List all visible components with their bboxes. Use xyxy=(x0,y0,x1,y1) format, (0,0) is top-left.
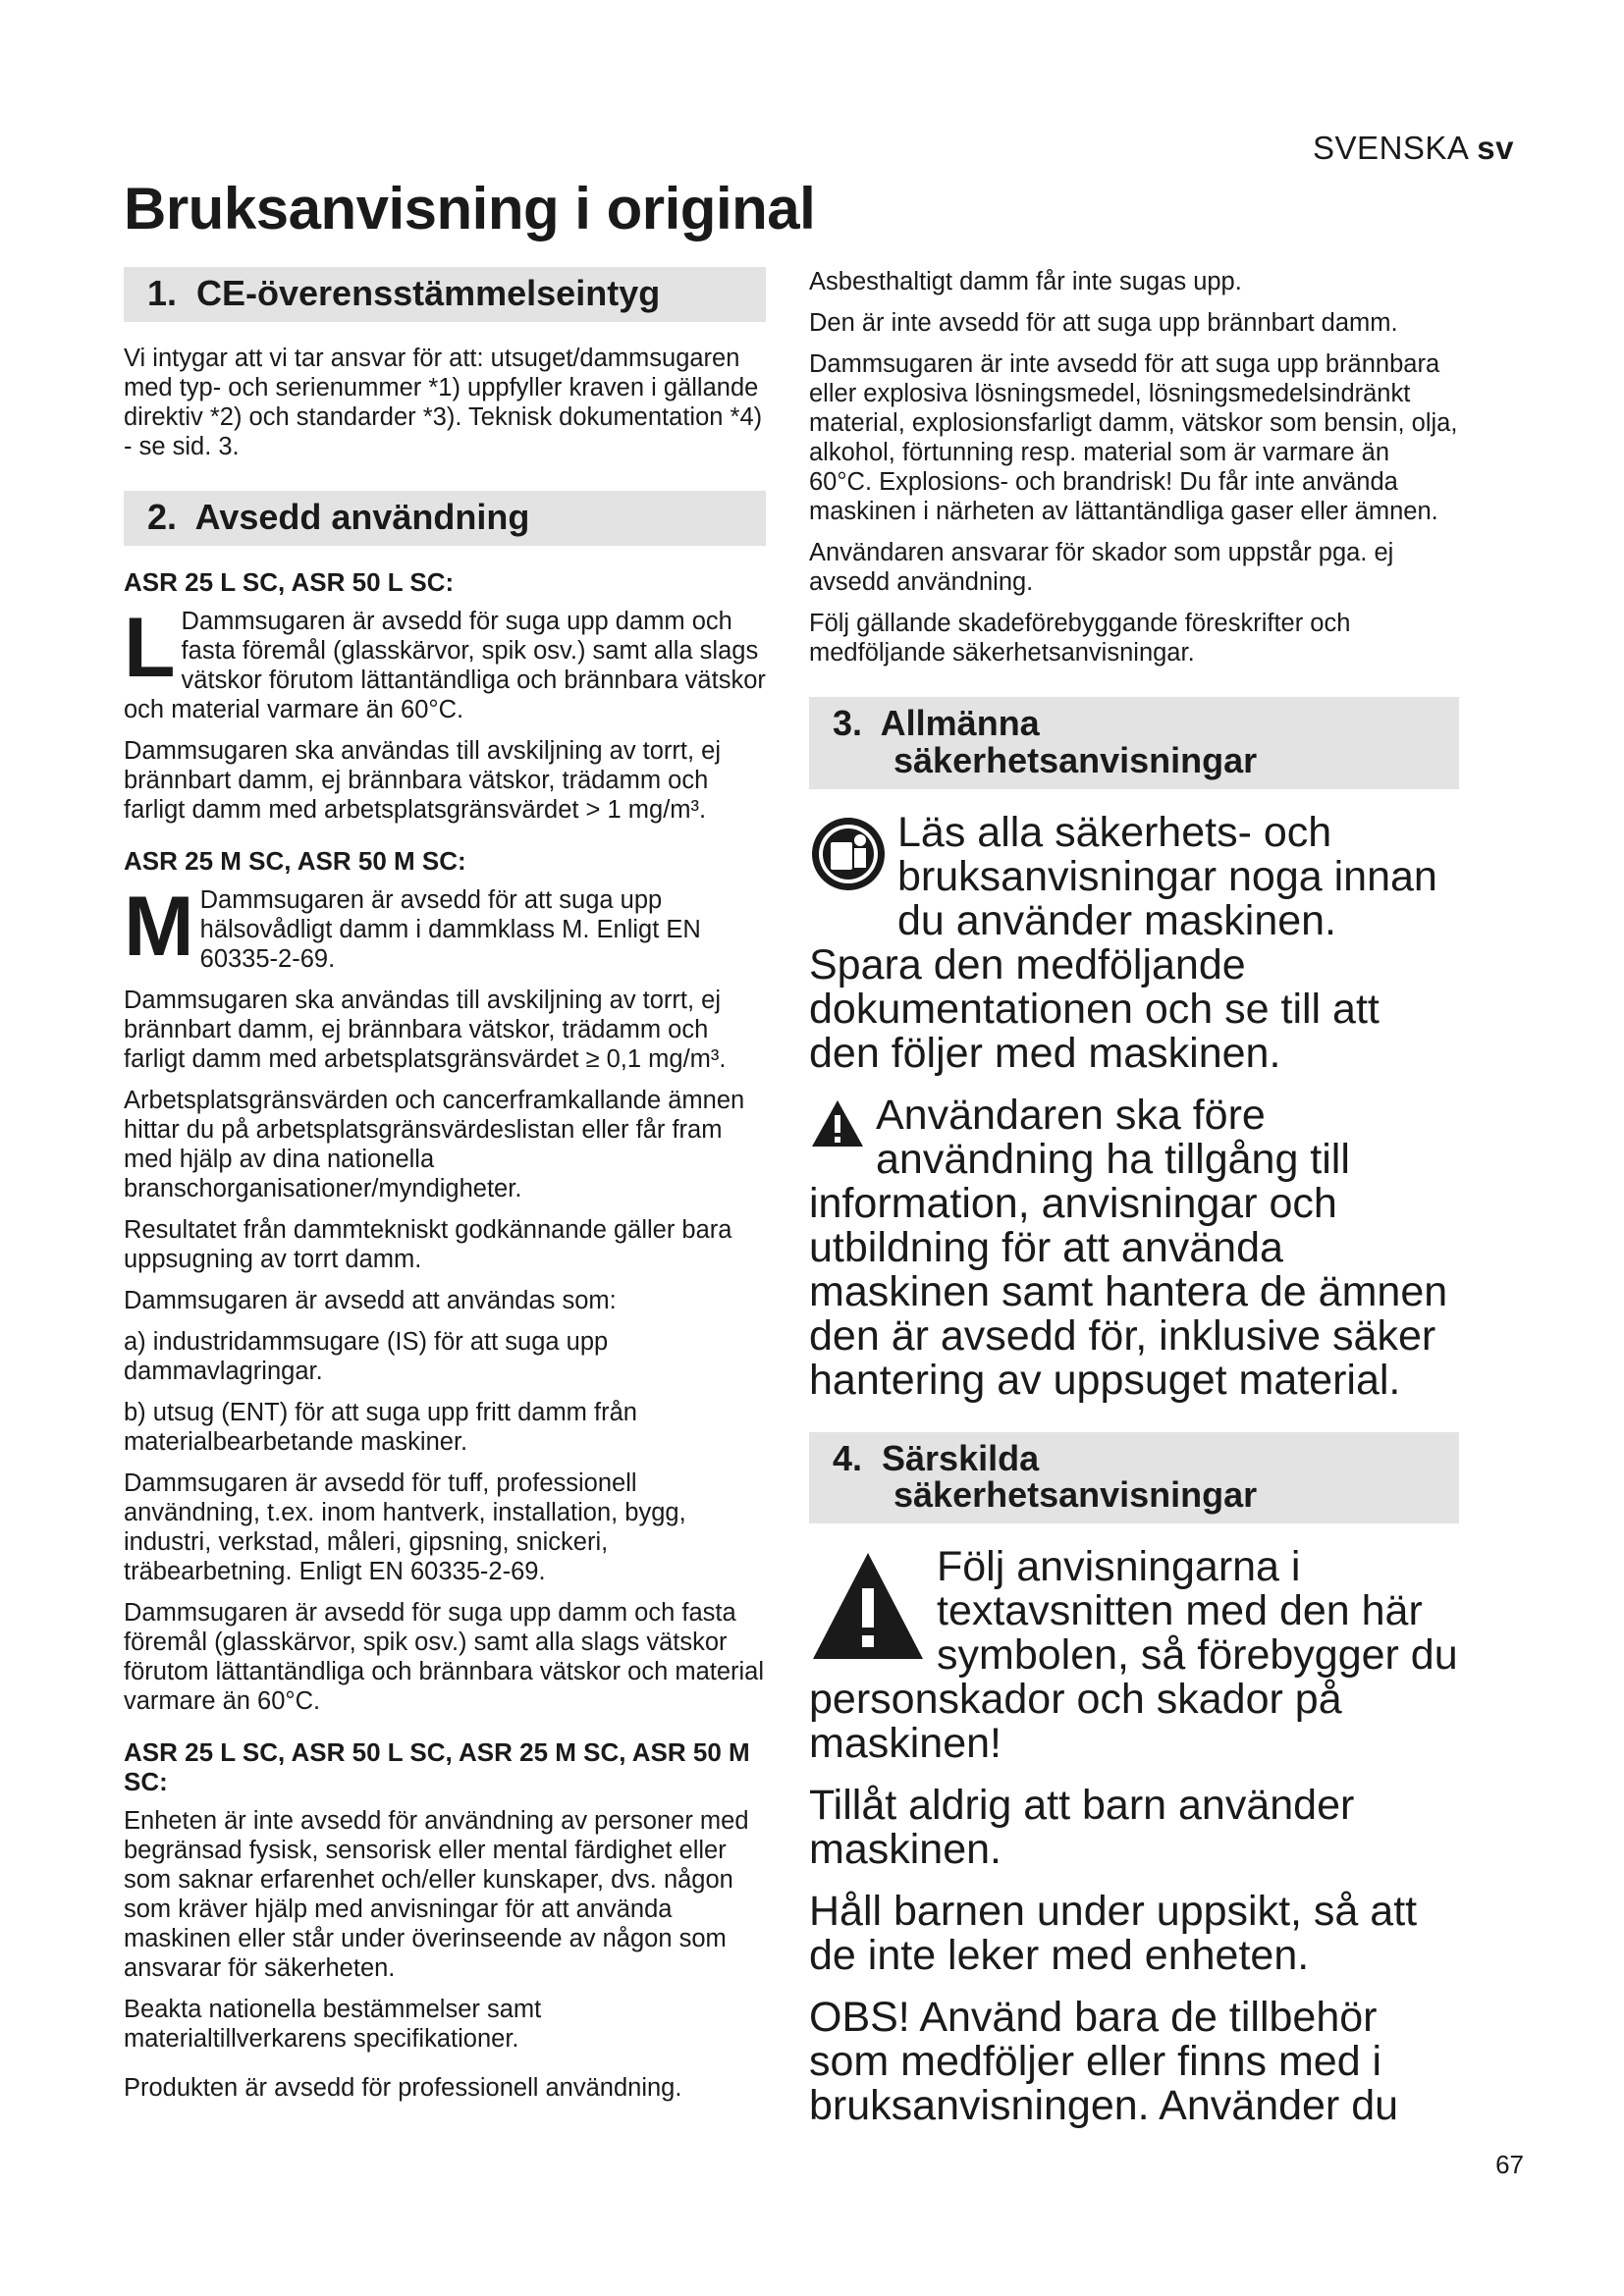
paragraph: Produkten är avsedd för professionell användning. xyxy=(124,2073,682,2102)
section-3-heading: 3. Allmänna säkerhetsanvisningar xyxy=(809,697,1459,789)
subheading-l-class: ASR 25 L SC, ASR 50 L SC: xyxy=(124,566,455,597)
language-code: sv xyxy=(1477,130,1514,166)
section-1-heading: 1. CE-överensstämmelseintyg xyxy=(124,267,766,322)
page-title: Bruksanvisning i original xyxy=(124,176,816,241)
read-instructions-paragraph: Läs alla säkerhets- och bruksanvisningar noga innan du använder maskinen. Spara den medföljande dokumentationen och se till att den följer med maskinen. xyxy=(809,808,1437,1077)
paragraph: Följ gällande skadeförebyggande föreskrifter och medföljande säkerhetsanvisningar. xyxy=(809,610,1351,667)
language-label xyxy=(1313,130,1514,167)
paragraph: Tillåt aldrig att barn använder maskinen. xyxy=(809,1782,1355,1874)
paragraph: Den är inte avsedd för att suga upp brännbart damm. xyxy=(809,309,1398,337)
paragraph: Dammsugaren är avsedd för tuff, professionell användning, t.ex. inom hantverk, installation, bygg, industri, verkstad, måleri, gipsning, snickeri, träbearbetning. Enligt EN 60335-2-69. xyxy=(124,1468,686,1585)
paragraph: Beakta nationella bestämmelser samt materialtillverkarens specifikationer. xyxy=(124,1995,542,2053)
subheading-all-models: ASR 25 L SC, ASR 50 L SC, ASR 25 M SC, ASR 50 M SC: xyxy=(124,1736,750,1796)
paragraph: Enheten är inte avsedd för användning av personer med begränsad fysisk, sensorisk eller mental färdighet eller som saknar erfarenhet och/eller kunskaper, dvs. någon som kräver hjälp med anvisningar för att använda maskinen eller står under överinseende av någon som ansvarar för säkerheten. xyxy=(124,1806,749,1982)
paragraph: Håll barnen under uppsikt, så att de inte leker med enheten. xyxy=(809,1888,1418,1980)
warning-symbol-paragraph: Följ anvisningarna i textavsnitten med den här symbolen, så förebygger du personskador och skador på maskinen! xyxy=(809,1543,1458,1768)
paragraph: Dammsugaren är avsedd att användas som: xyxy=(124,1286,617,1314)
paragraph: Dammsugaren är inte avsedd för att suga upp brännbara eller explosiva lösningsmedel, lösningsmedelsindränkt material, explosionsfarligt damm, vätskor som bensin, olja, alkohol, förtunning resp. material som är varmare än 60°C. Explosions- och brandrisk! Du får inte använda maskinen i närheten av lättantändliga gaser eller ämnen. xyxy=(809,350,1458,525)
paragraph: Arbetsplatsgränsvärden och cancerframkallande ämnen hittar du på arbetsplatsgränsvärdeslistan eller får fram med hjälp av dina nationella branschorganisationer/myndigheter. xyxy=(124,1086,745,1202)
training-paragraph: Användaren ska före användning ha tillgång till information, anvisningar och utbildning för att använda maskinen samt hantera de ämnen den är avsedd för, inklusive säker hantering av uppsuget material. xyxy=(809,1091,1448,1404)
read-manual-icon xyxy=(809,815,888,902)
paragraph-l-limits: Dammsugaren ska användas till avskiljning av torrt, ej brännbart damm, ej brännbara vätskor, trädamm och farligt damm med arbetsplatsgränsvärdet > 1 mg/m³. xyxy=(124,736,722,824)
dust-class-l-icon: L xyxy=(124,600,176,695)
left-column xyxy=(124,267,766,2114)
subheading-m-class: ASR 25 M SC, ASR 50 M SC: xyxy=(124,845,466,876)
dust-class-m-icon: M xyxy=(124,879,194,974)
paragraph: Resultatet från dammtekniskt godkännande gäller bara uppsugning av torrt damm. xyxy=(124,1215,732,1273)
paragraph: Dammsugaren är avsedd för suga upp damm och fasta föremål (glasskärvor, spik osv.) samt alla slags vätskor förutom lättantändliga och brännbara vätskor och material varmare än 60°C. xyxy=(124,1598,765,1715)
list-item: a) industridammsugare (IS) för att suga upp dammavlagringar. xyxy=(124,1327,609,1385)
paragraph-m-intended-use: M Dammsugaren är avsedd för att suga upp hälsovådligt damm i dammklass M. Enligt EN 60335-2-69. xyxy=(124,879,701,974)
paragraph: Användaren ansvarar för skador som uppstår pga. ej avsedd användning. xyxy=(809,539,1394,596)
ce-declaration-text: Vi intygar att vi tar ansvar för att: utsuget/dammsugaren med typ- och serienummer *1) uppfyller kraven i gällande direktiv *2) och standarder *3). Teknisk dokumentation *4) - se sid. 3. xyxy=(124,344,763,460)
warning-icon xyxy=(809,1097,866,1159)
page-number: 67 xyxy=(1495,2150,1524,2179)
paragraph-l-intended-use: L Dammsugaren är avsedd för suga upp damm och fasta föremål (glasskärvor, spik osv.) samt alla slags vätskor förutom lättantändliga och brännbara vätskor och material varmare än 60°C. xyxy=(124,600,766,723)
large-warning-icon xyxy=(809,1549,927,1674)
language-name: SVENSKA xyxy=(1313,130,1468,166)
paragraph: OBS! Använd bara de tillbehör som medföljer eller finns med i bruksanvisningen. Använder du xyxy=(809,1994,1399,2130)
paragraph: Asbesthaltigt damm får inte sugas upp. xyxy=(809,268,1242,295)
section-4-heading: 4. Särskilda säkerhetsanvisningar xyxy=(809,1432,1459,1524)
right-column xyxy=(809,267,1459,2146)
section-2-heading: 2. Avsedd användning xyxy=(124,491,766,546)
list-item: b) utsug (ENT) för att suga upp fritt damm från materialbearbetande maskiner. xyxy=(124,1398,637,1456)
paragraph-m-limits: Dammsugaren ska användas till avskiljning av torrt, ej brännbart damm, ej brännbara vätskor, trädamm och farligt damm med arbetsplatsgränsvärdet ≥ 0,1 mg/m³. xyxy=(124,986,727,1073)
